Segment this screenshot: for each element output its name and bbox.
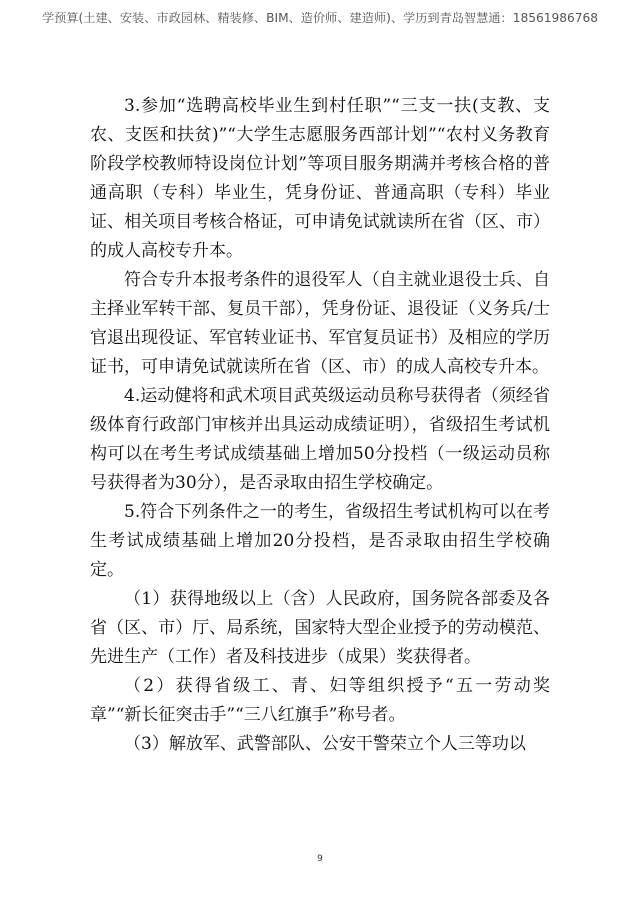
paragraph-veterans: 符合专升本报考条件的退役军人（自主就业退役士兵、自主择业军转干部、复员干部），凭身份证、退役证（义务兵/士官退出现役证、军官转业证书、军官复员证书）及相应的学历证书，可申请免试就读所在省（区、市）的成人高校专升本。 bbox=[90, 270, 550, 377]
page-number: 9 bbox=[317, 854, 323, 864]
paragraph-5-bonus-conditions: 5.符合下列条件之一的考生，省级招生考试机构可以在考生考试成绩基础上增加20分投档，是否录取由招生学校确定。 bbox=[90, 502, 550, 580]
paragraph-4-athletes: 4.运动健将和武术项目武英级运动员称号获得者（须经省级体育行政部门审核并出具运动成绩证明），省级招生考试机构可以在考生考试成绩基础上增加50分投档（一级运动员称号获得者为30分），是否录取由招生学校确定。 bbox=[90, 386, 550, 493]
list-item-1-labor-models: （1）获得地级以上（含）人民政府，国务院各部委及各省（区、市）厅、局系统，国家特大型企业授予的劳动模范、先进生产（工作）者及科技进步（成果）奖获得者。 bbox=[90, 589, 550, 667]
list-item-2-provincial-honors: （2）获得省级工、青、妇等组织授予“五一劳动奖章”“新长征突击手”“三八红旗手”称号者。 bbox=[90, 676, 550, 725]
document-body bbox=[90, 92, 550, 759]
list-item-3-military-merit: （3）解放军、武警部队、公安干警荣立个人三等功以 bbox=[124, 734, 526, 754]
paragraph-3-village-programs: 3.参加“选聘高校毕业生到村任职”“三支一扶(支教、支农、支医和扶贫)”“大学生志愿服务西部计划”“农村义务教育阶段学校教师特设岗位计划”等项目服务期满并考核合格的普通高职（专科）毕业生，凭身份证、普通高职（专科）毕业证、相关项目考核合格证，可申请免试就读所在省（区、市）的成人高校专升本。 bbox=[90, 96, 550, 261]
header-watermark: 学预算(土建、安装、市政园林、精装修、BIM、造价师、建造师)、学历到青岛智慧通：18561986768 bbox=[41, 11, 599, 25]
